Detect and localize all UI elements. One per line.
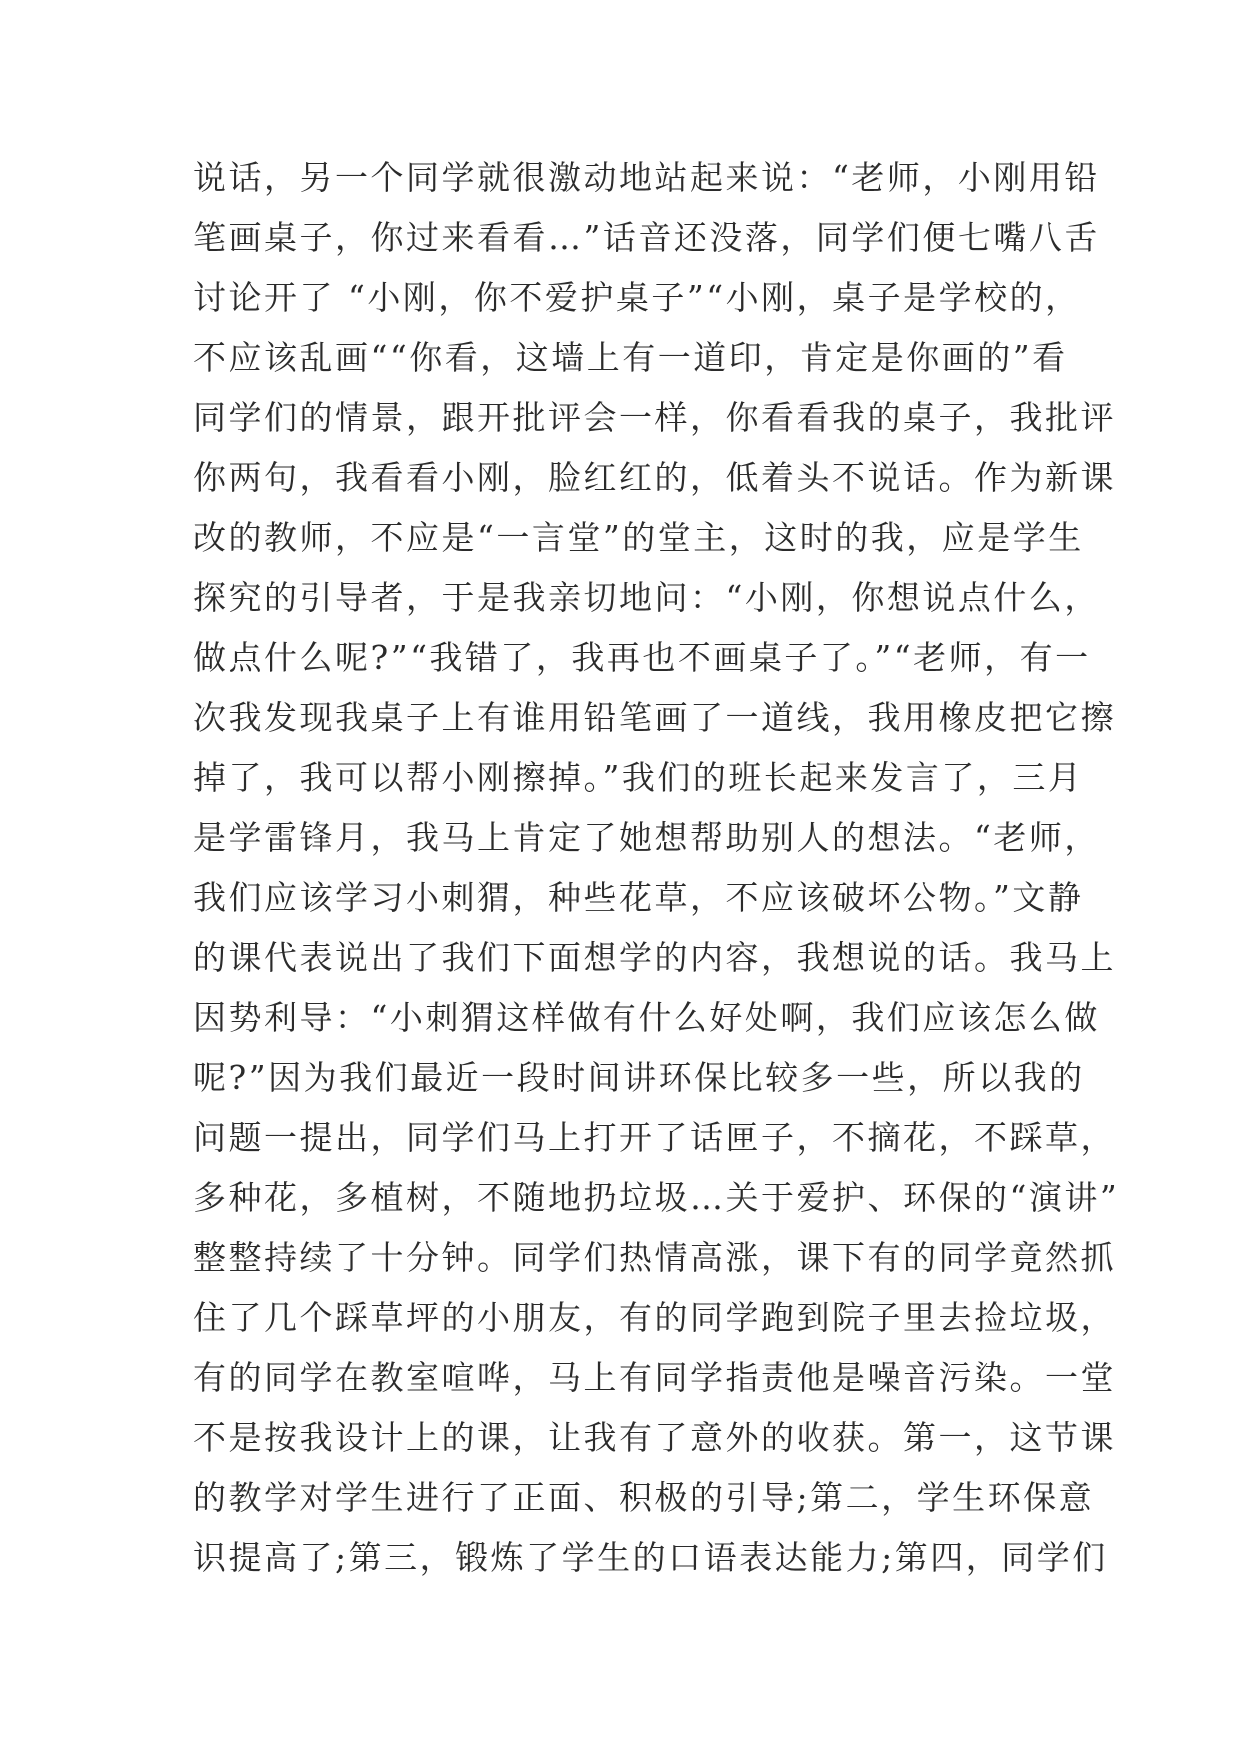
text-line: 讨论开了 “小刚，你不爱护桌子”“小刚，桌子是学校的， <box>193 278 1081 317</box>
text-line: 因势利导：“小刺猬这样做有什么好处啊，我们应该怎么做 <box>193 998 1100 1037</box>
text-line: 识提高了;第三，锻炼了学生的口语表达能力;第四，同学们 <box>193 1538 1108 1577</box>
text-line: 的教学对学生进行了正面、积极的引导;第二，学生环保意 <box>193 1478 1095 1517</box>
text-line: 问题一提出，同学们马上打开了话匣子，不摘花，不踩草， <box>193 1118 1116 1157</box>
text-line: 笔画桌子，你过来看看…”话音还没落，同学们便七嘴八舌 <box>193 218 1100 257</box>
text-line: 整整持续了十分钟。同学们热情高涨，课下有的同学竟然抓 <box>193 1238 1116 1277</box>
text-line: 住了几个踩草坪的小朋友，有的同学跑到院子里去捡垃圾， <box>193 1298 1116 1337</box>
text-line: 说话，另一个同学就很激动地站起来说：“老师，小刚用铅 <box>193 158 1100 197</box>
text-line: 有的同学在教室喧哗，马上有同学指责他是噪音污染。一堂 <box>193 1358 1116 1397</box>
text-line: 探究的引导者，于是我亲切地问：“小刚，你想说点什么， <box>193 578 1100 617</box>
body-text <box>193 148 1120 1588</box>
text-line: 不应该乱画““你看，这墙上有一道印，肯定是你画的”看 <box>193 338 1068 377</box>
text-line: 我们应该学习小刺猬，种些花草，不应该破坏公物。”文静 <box>193 878 1084 917</box>
text-line: 同学们的情景，跟开批评会一样，你看看我的桌子，我批评 <box>193 398 1116 437</box>
text-line: 是学雷锋月，我马上肯定了她想帮助别人的想法。“老师， <box>193 818 1100 857</box>
text-line: 不是按我设计上的课，让我有了意外的收获。第一，这节课 <box>193 1418 1116 1457</box>
text-line: 呢?”因为我们最近一段时间讲环保比较多一些，所以我的 <box>193 1058 1085 1097</box>
text-line: 多种花，多植树，不随地扔垃圾…关于爱护、环保的“演讲” <box>193 1178 1120 1217</box>
text-line: 次我发现我桌子上有谁用铅笔画了一道线，我用橡皮把它擦 <box>193 698 1116 737</box>
text-line: 改的教师，不应是“一言堂”的堂主，这时的我，应是学生 <box>193 518 1084 557</box>
text-line: 做点什么呢?”“我错了，我再也不画桌子了。”“老师，有一 <box>193 638 1091 677</box>
text-line: 的课代表说出了我们下面想学的内容，我想说的话。我马上 <box>193 938 1116 977</box>
text-line: 你两句，我看看小刚，脸红红的，低着头不说话。作为新课 <box>193 458 1116 497</box>
text-line: 掉了，我可以帮小刚擦掉。”我们的班长起来发言了，三月 <box>193 758 1084 797</box>
